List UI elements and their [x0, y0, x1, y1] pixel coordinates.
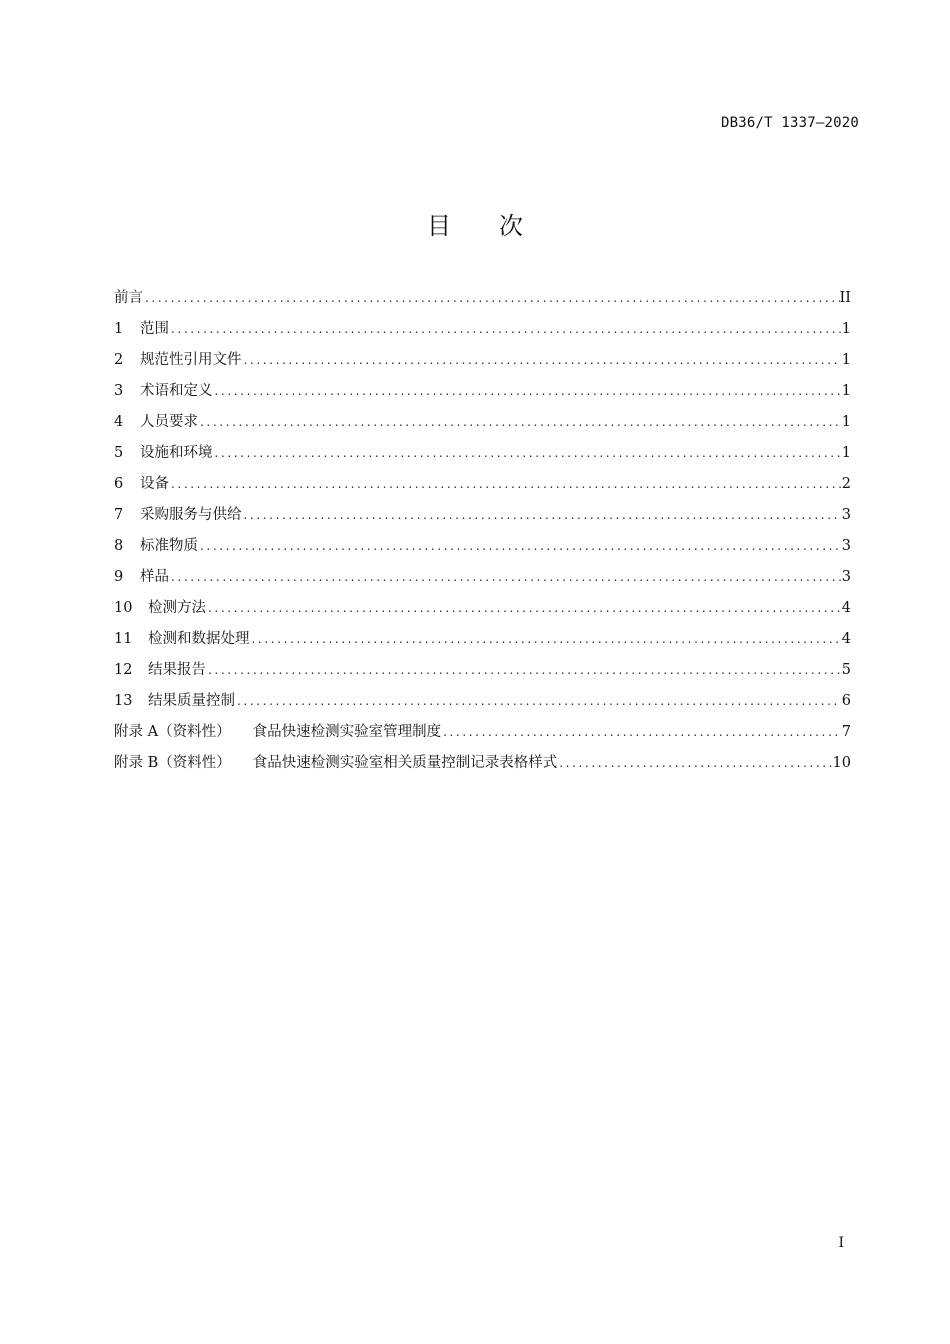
- toc-entry-page: 4: [841, 600, 851, 616]
- toc-entry-page: 1: [841, 321, 851, 337]
- toc-leader-dots: [213, 380, 842, 402]
- toc-entry-7[interactable]: [114, 504, 851, 535]
- toc-entry-label: 标准物质: [140, 538, 198, 554]
- toc-entry-appendix-b[interactable]: [114, 752, 851, 783]
- toc-leader-dots: [143, 287, 840, 309]
- toc-entry-label: 人员要求: [140, 414, 198, 430]
- toc-entry-10[interactable]: [114, 597, 851, 628]
- toc-leader-dots: [242, 349, 842, 371]
- toc-entry-number: 1: [114, 321, 124, 337]
- toc-entry-3[interactable]: [114, 380, 851, 411]
- toc-entry-label: 检测方法: [148, 600, 206, 616]
- toc-entry-page: 10: [832, 755, 851, 771]
- toc-entry-number: 9: [114, 569, 124, 585]
- toc-title-char-1: 目: [427, 212, 451, 240]
- table-of-contents: [114, 287, 851, 783]
- toc-leader-dots: [213, 442, 842, 464]
- toc-entry-label: 检测和数据处理: [148, 631, 250, 647]
- toc-leader-dots: [441, 721, 841, 743]
- toc-title: [0, 206, 950, 241]
- toc-leader-dots: [250, 628, 842, 650]
- appendix-title: 食品快速检测实验室相关质量控制记录表格样式: [252, 755, 558, 771]
- toc-entry-page: 1: [841, 414, 851, 430]
- toc-entry-label: 采购服务与供给: [140, 507, 242, 523]
- toc-leader-dots: [198, 535, 841, 557]
- toc-entry-page: 3: [841, 538, 851, 554]
- toc-entry-1[interactable]: [114, 318, 851, 349]
- toc-title-char-2: 次: [499, 212, 523, 240]
- toc-entry-page: II: [839, 290, 851, 306]
- document-code: DB36/T 1337—2020: [720, 115, 859, 131]
- toc-entry-page: 6: [841, 693, 851, 709]
- toc-leader-dots: [235, 690, 841, 712]
- toc-leader-dots: [169, 318, 841, 340]
- toc-entry-number: 12: [114, 662, 133, 678]
- toc-entry-11[interactable]: [114, 628, 851, 659]
- toc-entry-number: 8: [114, 538, 124, 554]
- toc-entry-label: 设施和环境: [140, 445, 213, 461]
- toc-leader-dots: [198, 411, 841, 433]
- appendix-prefix: 附录 A（资料性）: [114, 724, 231, 740]
- toc-entry-number: 3: [114, 383, 124, 399]
- toc-entry-number: 5: [114, 445, 124, 461]
- toc-entry-6[interactable]: [114, 473, 851, 504]
- toc-entry-5[interactable]: [114, 442, 851, 473]
- toc-entry-page: 4: [841, 631, 851, 647]
- toc-entry-9[interactable]: [114, 566, 851, 597]
- toc-entry-2[interactable]: [114, 349, 851, 380]
- toc-leader-dots: [557, 752, 832, 774]
- toc-entry-page: 1: [841, 383, 851, 399]
- toc-entry-12[interactable]: [114, 659, 851, 690]
- toc-leader-dots: [206, 659, 841, 681]
- toc-entry-13[interactable]: [114, 690, 851, 721]
- toc-entry-label: 结果报告: [148, 662, 206, 678]
- toc-entry-label: 设备: [140, 476, 169, 492]
- page-number: I: [838, 1235, 844, 1251]
- toc-entry-label: 结果质量控制: [148, 693, 235, 709]
- toc-entry-appendix-a[interactable]: [114, 721, 851, 752]
- toc-entry-page: 1: [841, 445, 851, 461]
- toc-entry-label: 前言: [114, 290, 143, 306]
- toc-entry-label: 规范性引用文件: [140, 352, 242, 368]
- toc-entry-number: 13: [114, 693, 133, 709]
- toc-entry-label: 术语和定义: [140, 383, 213, 399]
- toc-entry-page: 5: [841, 662, 851, 678]
- toc-leader-dots: [169, 566, 841, 588]
- toc-entry-number: 7: [114, 507, 124, 523]
- appendix-title: 食品快速检测实验室管理制度: [252, 724, 442, 740]
- toc-entry-label: [114, 752, 557, 774]
- toc-leader-dots: [206, 597, 841, 619]
- toc-entry-8[interactable]: [114, 535, 851, 566]
- toc-entry-number: 11: [114, 631, 133, 647]
- toc-leader-dots: [242, 504, 842, 526]
- toc-entry-page: 2: [841, 476, 851, 492]
- toc-entry-page: 7: [841, 724, 851, 740]
- toc-entry-number: 4: [114, 414, 124, 430]
- toc-entry-number: 6: [114, 476, 124, 492]
- toc-entry-label: 范围: [140, 321, 169, 337]
- toc-entry-page: 1: [841, 352, 851, 368]
- toc-entry-number: 10: [114, 600, 133, 616]
- toc-entry-page: 3: [841, 507, 851, 523]
- toc-entry-foreword[interactable]: [114, 287, 851, 318]
- appendix-prefix: 附录 B（资料性）: [114, 755, 231, 771]
- toc-entry-number: 2: [114, 352, 124, 368]
- toc-entry-label: 样品: [140, 569, 169, 585]
- toc-leader-dots: [169, 473, 841, 495]
- toc-entry-4[interactable]: [114, 411, 851, 442]
- toc-entry-label: [114, 721, 441, 743]
- toc-entry-page: 3: [841, 569, 851, 585]
